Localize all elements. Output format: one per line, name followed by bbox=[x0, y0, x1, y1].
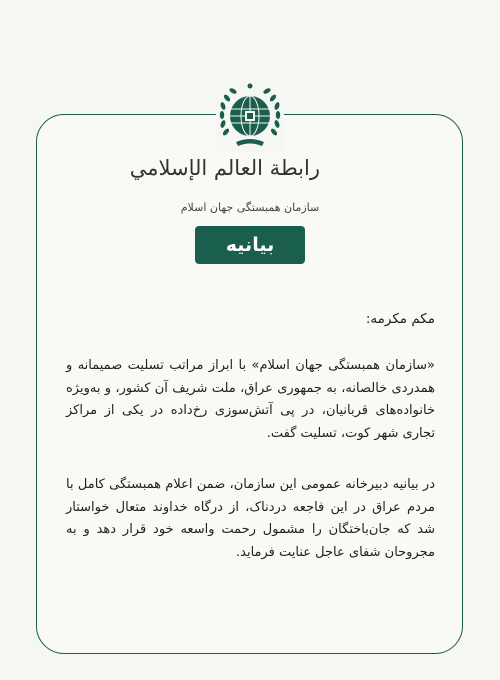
letter-paragraph-2: در بیانیه دبیرخانه عمومی این سازمان، ضمن اعلام همبستگی کامل با مردم عراق در این فاجعه دردناک، از درگاه خداوند متعال خواستار شد که جان‌باختگان را مشمول رحمت واسعه خود قرار دهد و به مجروحان شفای عاجل عنایت فرماید. bbox=[66, 477, 435, 560]
logo-arabic-name: رابطة العالم الإسلامي bbox=[129, 156, 320, 180]
mwl-emblem-icon bbox=[216, 80, 284, 152]
logo-persian-name: سازمان همبستگی جهان اسلام bbox=[180, 201, 320, 214]
statement-banner: بیانیه bbox=[195, 226, 305, 264]
letter-paragraph-1: «سازمان همبستگی جهان اسلام» با ابراز مراتب تسلیت صمیمانه و همدردی خالصانه، به جمهوری عراق، ملت شریف آن کشور، و به‌ویژه خانواده‌های قربانیان، در پی آتش‌سوزی رخ‌داده در یکی از مراکز تجاری شهر کوت، تسلیت گفت. bbox=[66, 358, 435, 441]
letter-greeting: مکم مکرمه: bbox=[365, 311, 435, 327]
